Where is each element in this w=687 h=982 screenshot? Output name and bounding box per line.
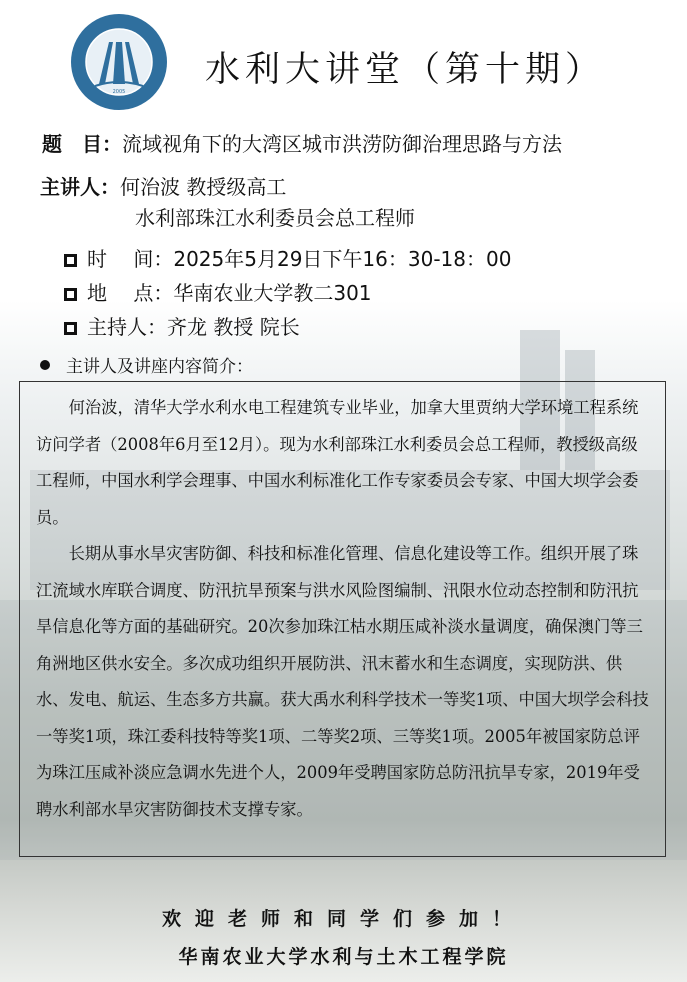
time-label: 时 间： [87, 247, 174, 271]
bullet-icon [40, 360, 50, 370]
host-label: 主持人： [87, 315, 167, 339]
intro-heading [40, 352, 253, 377]
welcome-message: 欢迎老师和同学们参加！ [161, 908, 525, 930]
speaker-label: 主讲人： [40, 175, 120, 199]
place-line [64, 277, 372, 306]
topic-line [42, 128, 562, 157]
host-line [64, 311, 300, 340]
topic-value: 流域视角下的大湾区城市洪涝防御治理思路与方法 [122, 132, 562, 156]
speaker-position: 水利部珠江水利委员会总工程师 [135, 206, 415, 230]
page-title: 水利大讲堂（第十期） [205, 50, 606, 90]
checkbox-square-icon [64, 322, 77, 335]
speaker-name: 何治波 教授级高工 [120, 175, 287, 199]
checkbox-square-icon [64, 254, 77, 267]
place-value: 华南农业大学教二301 [173, 281, 372, 305]
intro-heading-text: 主讲人及讲座内容简介： [66, 357, 253, 377]
bio-paragraph: 长期从事水旱灾害防御、科技和标准化管理、信息化建设等工作。组织开展了珠江流域水库联合调度、防汛抗旱预案与洪水风险图编制、汛限水位动态控制和防汛抗旱信息化等方面的基础研究。20次参加珠江枯水期压咸补淡水量调度，确保澳门等三角洲地区供水安全。多次成功组织开展防洪、汛末蓄水和生态调度，实现防洪、供水、发电、航运、生态多方共赢。获大禹水利科学技术一等奖1项、中国大坝学会科技一等奖1项，珠江委科技特等奖1项、二等奖2项、三等奖1项。2005年被国家防总评为珠江压咸补淡应急调水先进个人，2009年受聘国家防总防汛抗旱专家，2019年受聘水利部水旱灾害防御技术支撑专家。 [36, 544, 649, 819]
speaker-line [40, 171, 286, 200]
bio-panel [19, 381, 666, 857]
university-seal-icon [69, 12, 169, 112]
checkbox-square-icon [64, 288, 77, 301]
bio-paragraph: 何治波，清华大学水利水电工程建筑专业毕业，加拿大里贾纳大学环境工程系统访问学者（2008年6月至12月）。现为水利部珠江水利委员会总工程师，教授级高级工程师，中国水利学会理事、中国水利标准化工作专家委员会专家、中国大坝学会委员。 [36, 398, 639, 527]
time-line [64, 243, 511, 272]
place-label: 地 点： [87, 281, 174, 305]
time-value: 2025年5月29日下午16：30-18：00 [173, 247, 512, 271]
college-name: 华南农业大学水利与土木工程学院 [178, 946, 509, 968]
topic-label: 题 目： [42, 132, 122, 156]
host-value: 齐龙 教授 院长 [167, 315, 300, 339]
seal-year: 2005 [112, 89, 126, 95]
